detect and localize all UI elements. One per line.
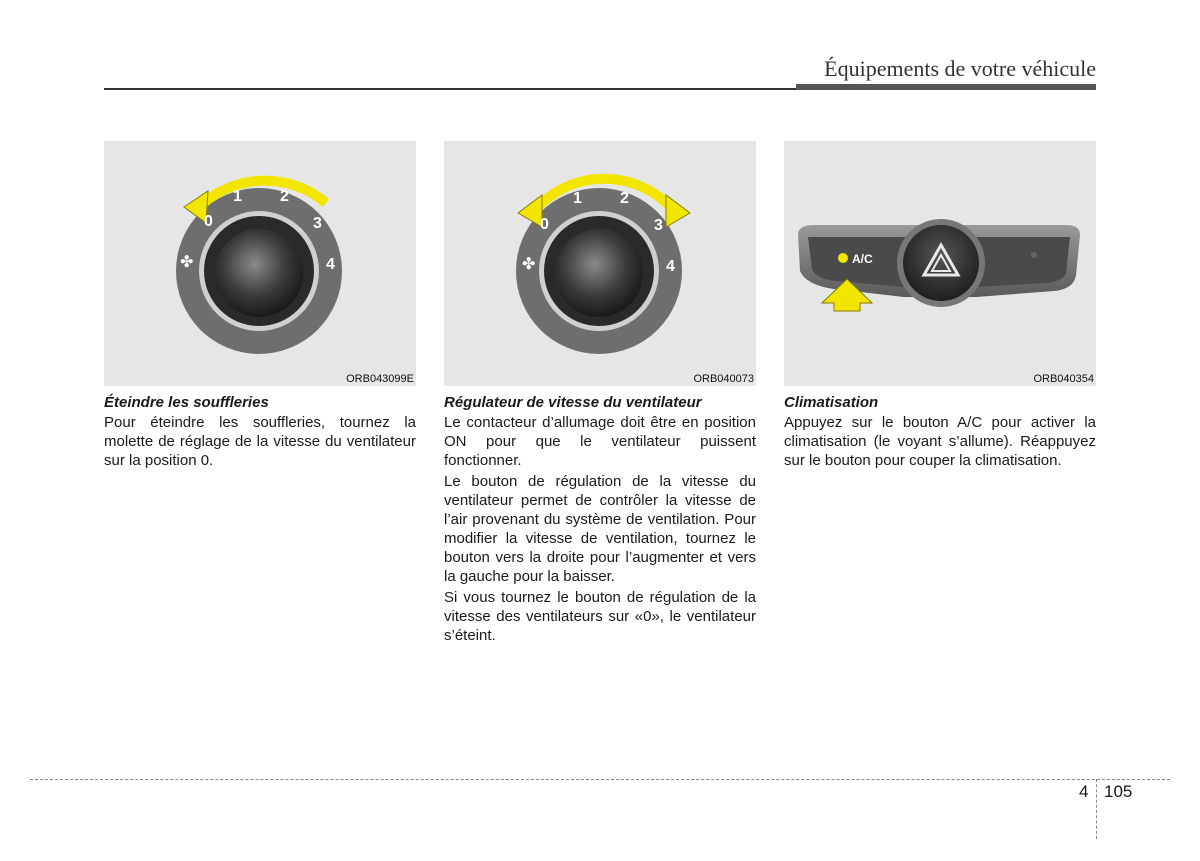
section-air-conditioning [784, 393, 1096, 472]
page-number: 105 [1104, 782, 1133, 801]
fan-dial-illustration [444, 141, 756, 386]
figure-code: ORB040073 [693, 373, 754, 385]
dial-knob [215, 229, 303, 317]
header-rule-accent [796, 84, 1096, 90]
figure-fan-speed [444, 141, 756, 386]
dial-label: 3 [654, 217, 663, 234]
section-fan-speed [444, 393, 756, 647]
arrow-head-right-icon [666, 195, 690, 227]
running-header-title: Équipements de votre véhicule [824, 56, 1096, 81]
dial-label: 1 [573, 190, 582, 207]
fan-icon: ✤ [180, 252, 194, 271]
section-fan-off [104, 393, 416, 472]
dial-label: 2 [620, 190, 629, 207]
chapter-number: 4 [1079, 782, 1089, 801]
dial-label: 1 [233, 188, 242, 205]
dial-label: 4 [666, 258, 675, 275]
dial-label: 3 [313, 215, 322, 232]
arrow-head-left-icon [518, 195, 542, 227]
footer-vertical-divider [1096, 779, 1097, 839]
sensor-dot [1031, 252, 1037, 258]
fan-icon: ✤ [522, 254, 536, 273]
dial-label: 0 [204, 213, 213, 230]
dial-label: 0 [540, 216, 549, 233]
figure-ac-button [784, 141, 1096, 386]
hazard-button[interactable] [903, 225, 979, 301]
section-paragraph: Pour éteindre les souffleries, tournez la molette de réglage de la vitesse du ventilateur sur la position 0. [104, 414, 416, 469]
dial-label: 2 [280, 188, 289, 205]
dial-label: 4 [326, 256, 335, 273]
section-title: Régulateur de vitesse du ventilateur [444, 394, 702, 411]
section-title: Éteindre les souffleries [104, 394, 269, 411]
ac-panel-illustration [784, 141, 1096, 386]
fan-dial-illustration [104, 141, 416, 386]
section-title: Climatisation [784, 394, 879, 411]
figure-code: ORB043099E [346, 373, 414, 385]
dial-knob [555, 229, 643, 317]
figure-fan-off [104, 141, 416, 386]
ac-button-label[interactable]: A/C [852, 252, 873, 266]
section-paragraph: Appuyez sur le bouton A/C pour activer la climatisation (le voyant s’allume). Réappuyez sur le bouton pour couper la climatisation. [784, 414, 1096, 469]
section-paragraph: Le contacteur d’allumage doit être en position ON pour que le ventilateur puissent fonctionner. [444, 414, 756, 469]
section-paragraph: Si vous tournez le bouton de régulation de la vitesse des ventilateurs sur «0», le ventilateur s’éteint. [444, 589, 756, 644]
footer-divider [30, 779, 1170, 780]
ac-indicator-icon [838, 253, 848, 263]
section-paragraph: Le bouton de régulation de la vitesse du ventilateur permet de contrôler la vitesse de l’air provenant du système de ventilation. Pour modifier la vitesse de ventilation, tournez le bouton vers la droite pour l’augmenter et vers la gauche pour la baisser. [444, 473, 756, 585]
figure-code: ORB040354 [1033, 373, 1094, 385]
